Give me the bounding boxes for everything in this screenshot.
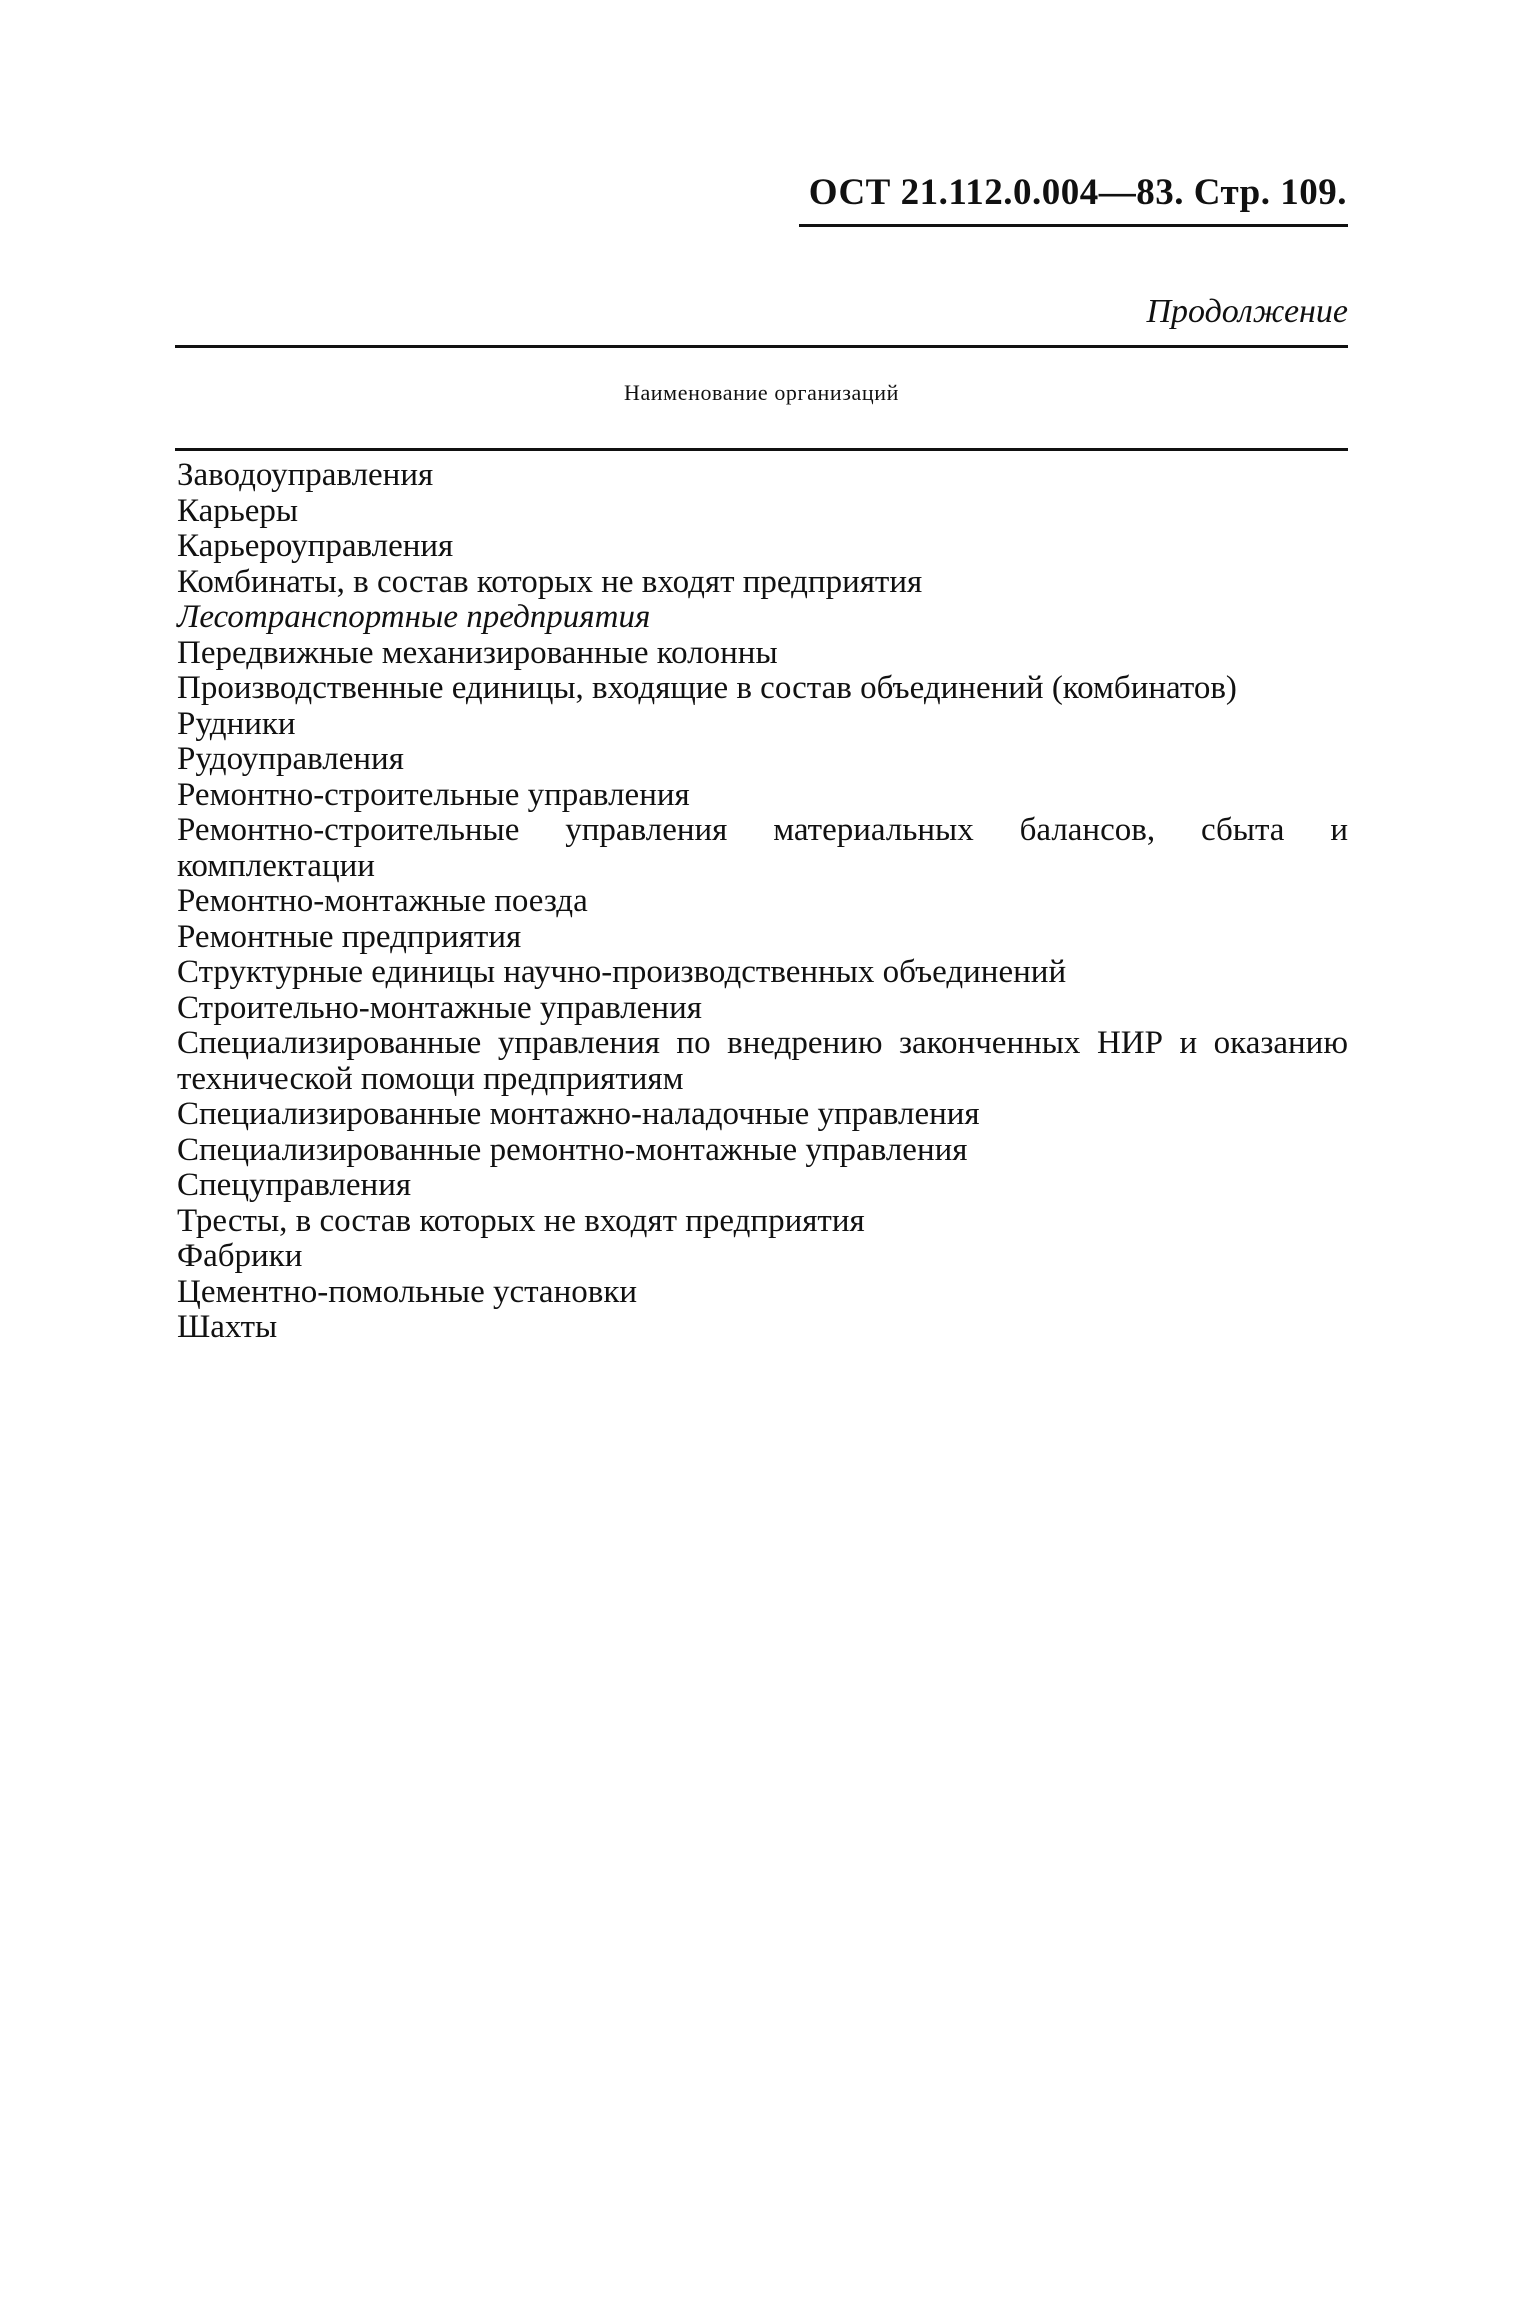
list-item: Карьероуправления	[177, 528, 454, 564]
list-item: Фабрики	[177, 1238, 303, 1274]
organization-list	[177, 458, 1348, 1346]
table-top-rule	[175, 345, 1348, 348]
list-item: Ремонтно-строительные управления материальных балансов, сбыта и комплектации	[177, 812, 1348, 884]
list-item: Передвижные механизированные колонны	[177, 634, 778, 671]
column-header-organizations: Наименование организаций	[623, 380, 900, 405]
list-item: Структурные единицы научно-производственных объединений	[177, 954, 1067, 990]
list-item: Ремонтно-монтажные поезда	[177, 883, 588, 919]
list-item: Специализированные управления по внедрению законченных НИР и оказанию технической помощи предприятиям	[177, 1025, 1348, 1097]
list-item: Карьеры	[177, 492, 299, 529]
list-item: Производственные единицы, входящие в состав объединений (комбинатов)	[177, 670, 1237, 706]
list-item: Ремонтные предприятия	[177, 918, 522, 955]
list-item: Специализированные монтажно-наладочные управления	[177, 1096, 980, 1132]
document-code-header: ОСТ 21.112.0.004—83. Стр. 109.	[808, 172, 1347, 213]
list-item: Ремонтно-строительные управления	[177, 776, 690, 813]
list-item: Рудоуправления	[177, 741, 404, 777]
list-item: Строительно-монтажные управления	[177, 989, 702, 1026]
table-header-rule	[175, 448, 1348, 451]
list-item: Комбинаты, в состав которых не входят предприятия	[177, 563, 923, 600]
list-item: Специализированные ремонтно-монтажные управления	[177, 1131, 968, 1168]
header-underline	[799, 224, 1348, 227]
list-item: Заводоуправления	[177, 457, 434, 493]
list-item: Рудники	[177, 705, 296, 742]
list-item: Шахты	[177, 1309, 278, 1345]
continuation-label: Продолжение	[1146, 293, 1348, 330]
list-item: Лесотранспортные предприятия	[177, 599, 651, 635]
list-item: Цементно-помольные установки	[177, 1273, 638, 1310]
list-item: Тресты, в состав которых не входят предприятия	[177, 1202, 865, 1239]
list-item: Спецуправления	[177, 1167, 412, 1203]
